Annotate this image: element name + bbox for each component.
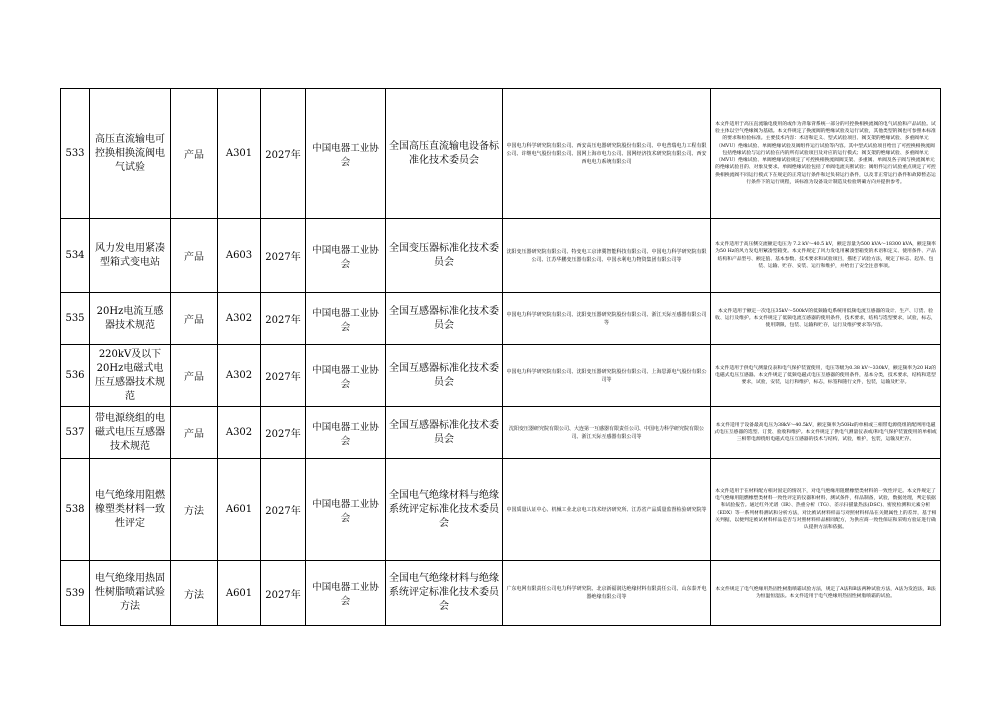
category-code: A301 [218,89,261,219]
organization: 中国电器工业协会 [306,345,386,407]
category-code: A601 [218,459,261,561]
standard-name: 20Hz电流互感器技术规范 [90,293,171,345]
organization: 中国电器工业协会 [306,219,386,293]
table-row [61,89,941,219]
category-code: A603 [218,219,261,293]
drafting-units: 沈阳变压器研究院有限公司、大连第一互感器有限责任公司、中国电力科学研究院有限公司、浙江天际互感器有限公司等 [503,407,711,459]
category-code: A601 [218,561,261,626]
scope-description: 本文件适用于高压侧交流额定电压为 7.2 kV～40.5 kV，额定容量为500 kVA～18300 kVA，额定频率为50 Hz的风力发电用紧凑型箱变。本文件规定了风力发电用紧凑型箱变的术语和定义、使用条件、产品结构和产品型号、额定值、基本参数、技术要求和试验项目，描述了试验方法，规定了标志、起吊、包装、运输、贮存、安装、运行和维护，并给出了安全注意事项。 [711,219,941,293]
completion-year: 2027年 [261,561,306,626]
table-row [61,219,941,293]
table-row [61,407,941,459]
standard-name: 风力发电用紧凑型箱式变电站 [90,219,171,293]
standards-table [60,88,941,626]
table-row [61,561,941,626]
standard-type: 方法 [171,561,218,626]
organization: 中国电器工业协会 [306,407,386,459]
scope-description: 本文件适用于在材料配方相对固定的情况下，对电气绝缘用阻燃橡塑类材料的一致性评定。本文件规定了电气绝缘用阻燃橡塑类材料一致性评定的仪器和材料，测试条件，样品制备，试验，数据处理，判定依据和试验报告。通过红外光谱（IR）、热重分析（TG）、差示扫描量热法(DSC)、密度检测和元素分析（EDX）等一系列材料测试和分析方法，对比被试材料样品与对照材料样品在关键属性上的差异，基于相关判据，以便判定被试材料样品是否与对照材料样品相同配方，为供应商一致性保证和采购方验证进行确认提供方法和依据。 [711,459,941,561]
organization: 中国电器工业协会 [306,293,386,345]
completion-year: 2027年 [261,345,306,407]
completion-year: 2027年 [261,89,306,219]
standard-name: 带电源绕组的电磁式电压互感器技术规范 [90,407,171,459]
row-number: 539 [61,561,90,626]
standard-type: 产品 [171,293,218,345]
completion-year: 2027年 [261,219,306,293]
row-number: 537 [61,407,90,459]
standard-type: 产品 [171,219,218,293]
completion-year: 2027年 [261,459,306,561]
table-row [61,293,941,345]
row-number: 536 [61,345,90,407]
organization: 中国电器工业协会 [306,89,386,219]
category-code: A302 [218,293,261,345]
scope-description: 本文件适用于高压直流输电使用的或作为背靠背系统一部分的可控换相换流阀的电气试验和产品试验。试验主体以空气绝缘阀为基础。本文件规定了换流阀的绝缘试验及运行试验，其他类型的阀也可参照本标准的要求和检验标准。主要技术内容：术语和定义、型式试验项目、阀支架的绝缘试验、多重阀单元（MVU）绝缘试验、单阀绝缘试验及阀组件运行试验等内容。其中型式试验项目给出了可控换相换流阀包括绝缘试验与运行试验在内的所有试验项目及对应的运行模式；阀支架的绝缘试验、多重阀单元（MVU）绝缘试验、单阀绝缘试验规定了可控换相换流阀阀支架、多重阀、单阀及各子阀与换流阀单元的绝缘试验目的、对象及要求。单阀绝缘试验包括了单阀电流关断试验；阀组件运行试验重点规定了可控换相换流阀不同运行模式下在规定的正常运行条件和过负荷运行条件，以及非正常运行条件和故障暂态运行条件下的运行规程，该标准为设备设计制造及检验明确方向并提供参考。 [711,89,941,219]
table-row [61,345,941,407]
organization: 中国电器工业协会 [306,561,386,626]
scope-description: 本文件适用于供电气测量仪表和电气保护装置使用，电压等级为0.38 kV～330kV，额定频率为20 Hz的电磁式电压互感器。本文件规定了低频电磁式电压互感器的使用条件，基本分类，技术要求，结构和选型要求，试验，安装，运行和维护，标志，标签和随行文件，包装，运输及贮存。 [711,345,941,407]
completion-year: 2027年 [261,407,306,459]
standard-type: 方法 [171,459,218,561]
technical-committee: 全国电气绝缘材料与绝缘系统评定标准化技术委员会 [386,459,503,561]
technical-committee: 全国互感器标准化技术委员会 [386,345,503,407]
drafting-units: 中国电力科学研究院有限公司、沈阳变压器研究院股份有限公司、浙江天际互感器有限公司等 [503,293,711,345]
technical-committee: 全国变压器标准化技术委员会 [386,219,503,293]
standard-name: 电气绝缘用阻燃橡塑类材料一致性评定 [90,459,171,561]
row-number: 534 [61,219,90,293]
scope-description: 本文件适用于设备最高电压为38kV～40.5kV，额定频率为50Hz的单相或三相带电源绕组的配网用电磁式电压互感器的选型、订货、验收和维护。本文件规定了供电气测量仪表或/和电气保护装置使用的单相或三相带电源绕组电磁式电压互感器的技术与结构，试验，维护，包装，运输及贮存。 [711,407,941,459]
row-number: 535 [61,293,90,345]
row-number: 538 [61,459,90,561]
standard-name: 220kV及以下20Hz电磁式电压互感器技术规范 [90,345,171,407]
drafting-units: 中国电力科学研究院有限公司、西安高压电器研究院股份有限公司、中电普瑞电力工程有限公司、许继电气股份有限公司、国网上海市电力公司、国网经济技术研究院有限公司、西安西电电力系统有限公司 [503,89,711,219]
drafting-units: 中国电力科学研究院有限公司、沈阳变压器研究院股份有限公司、上海思源电气股份有限公司等 [503,345,711,407]
drafting-units: 广东电网有限责任公司电力科学研究院、北京新福润达绝缘材料有限责任公司、山东泰开电器绝缘有限公司等 [503,561,711,626]
scope-description: 本文件规定了电气绝缘用热固性树脂喷霜试验方法，规定了A法和B法两种试验方法，A法为发泡法，B法为恒温恒湿法。本文件适用于电气绝缘用热固性树脂喷霜的试验。 [711,561,941,626]
category-code: A302 [218,407,261,459]
standard-name: 高压直流输电可控换相换流阀电气试验 [90,89,171,219]
organization: 中国电器工业协会 [306,459,386,561]
technical-committee: 全国互感器标准化技术委员会 [386,407,503,459]
standard-type: 产品 [171,89,218,219]
table-row [61,459,941,561]
standard-name: 电气绝缘用热固性树脂喷霜试验方法 [90,561,171,626]
standard-type: 产品 [171,407,218,459]
scope-description: 本文件适用于额定一次电压35kV～500kV的低频输电系统用低频电流互感器的设计、生产、订货、验收、运行及维护。本文件规定了低频电流互感器的使用条件，技术要求，结构与选型要求，试验，标志，使用期限，包装、运输和贮存，运行及维护要求等内容。 [711,293,941,345]
technical-committee: 全国高压直流输电设备标准化技术委员会 [386,89,503,219]
drafting-units: 沈阳变压器研究院有限公司、特变电工京津冀智能科技有限公司、中国电力科学研究院有限公司、江苏华鹏变压器有限公司、中国水利电力物资集团有限公司等 [503,219,711,293]
drafting-units: 中国质量认证中心、机械工业北京电工技术经济研究所、江苏省产品质量监督检验研究院等 [503,459,711,561]
standard-type: 产品 [171,345,218,407]
technical-committee: 全国电气绝缘材料与绝缘系统评定标准化技术委员会 [386,561,503,626]
category-code: A302 [218,345,261,407]
technical-committee: 全国互感器标准化技术委员会 [386,293,503,345]
completion-year: 2027年 [261,293,306,345]
row-number: 533 [61,89,90,219]
